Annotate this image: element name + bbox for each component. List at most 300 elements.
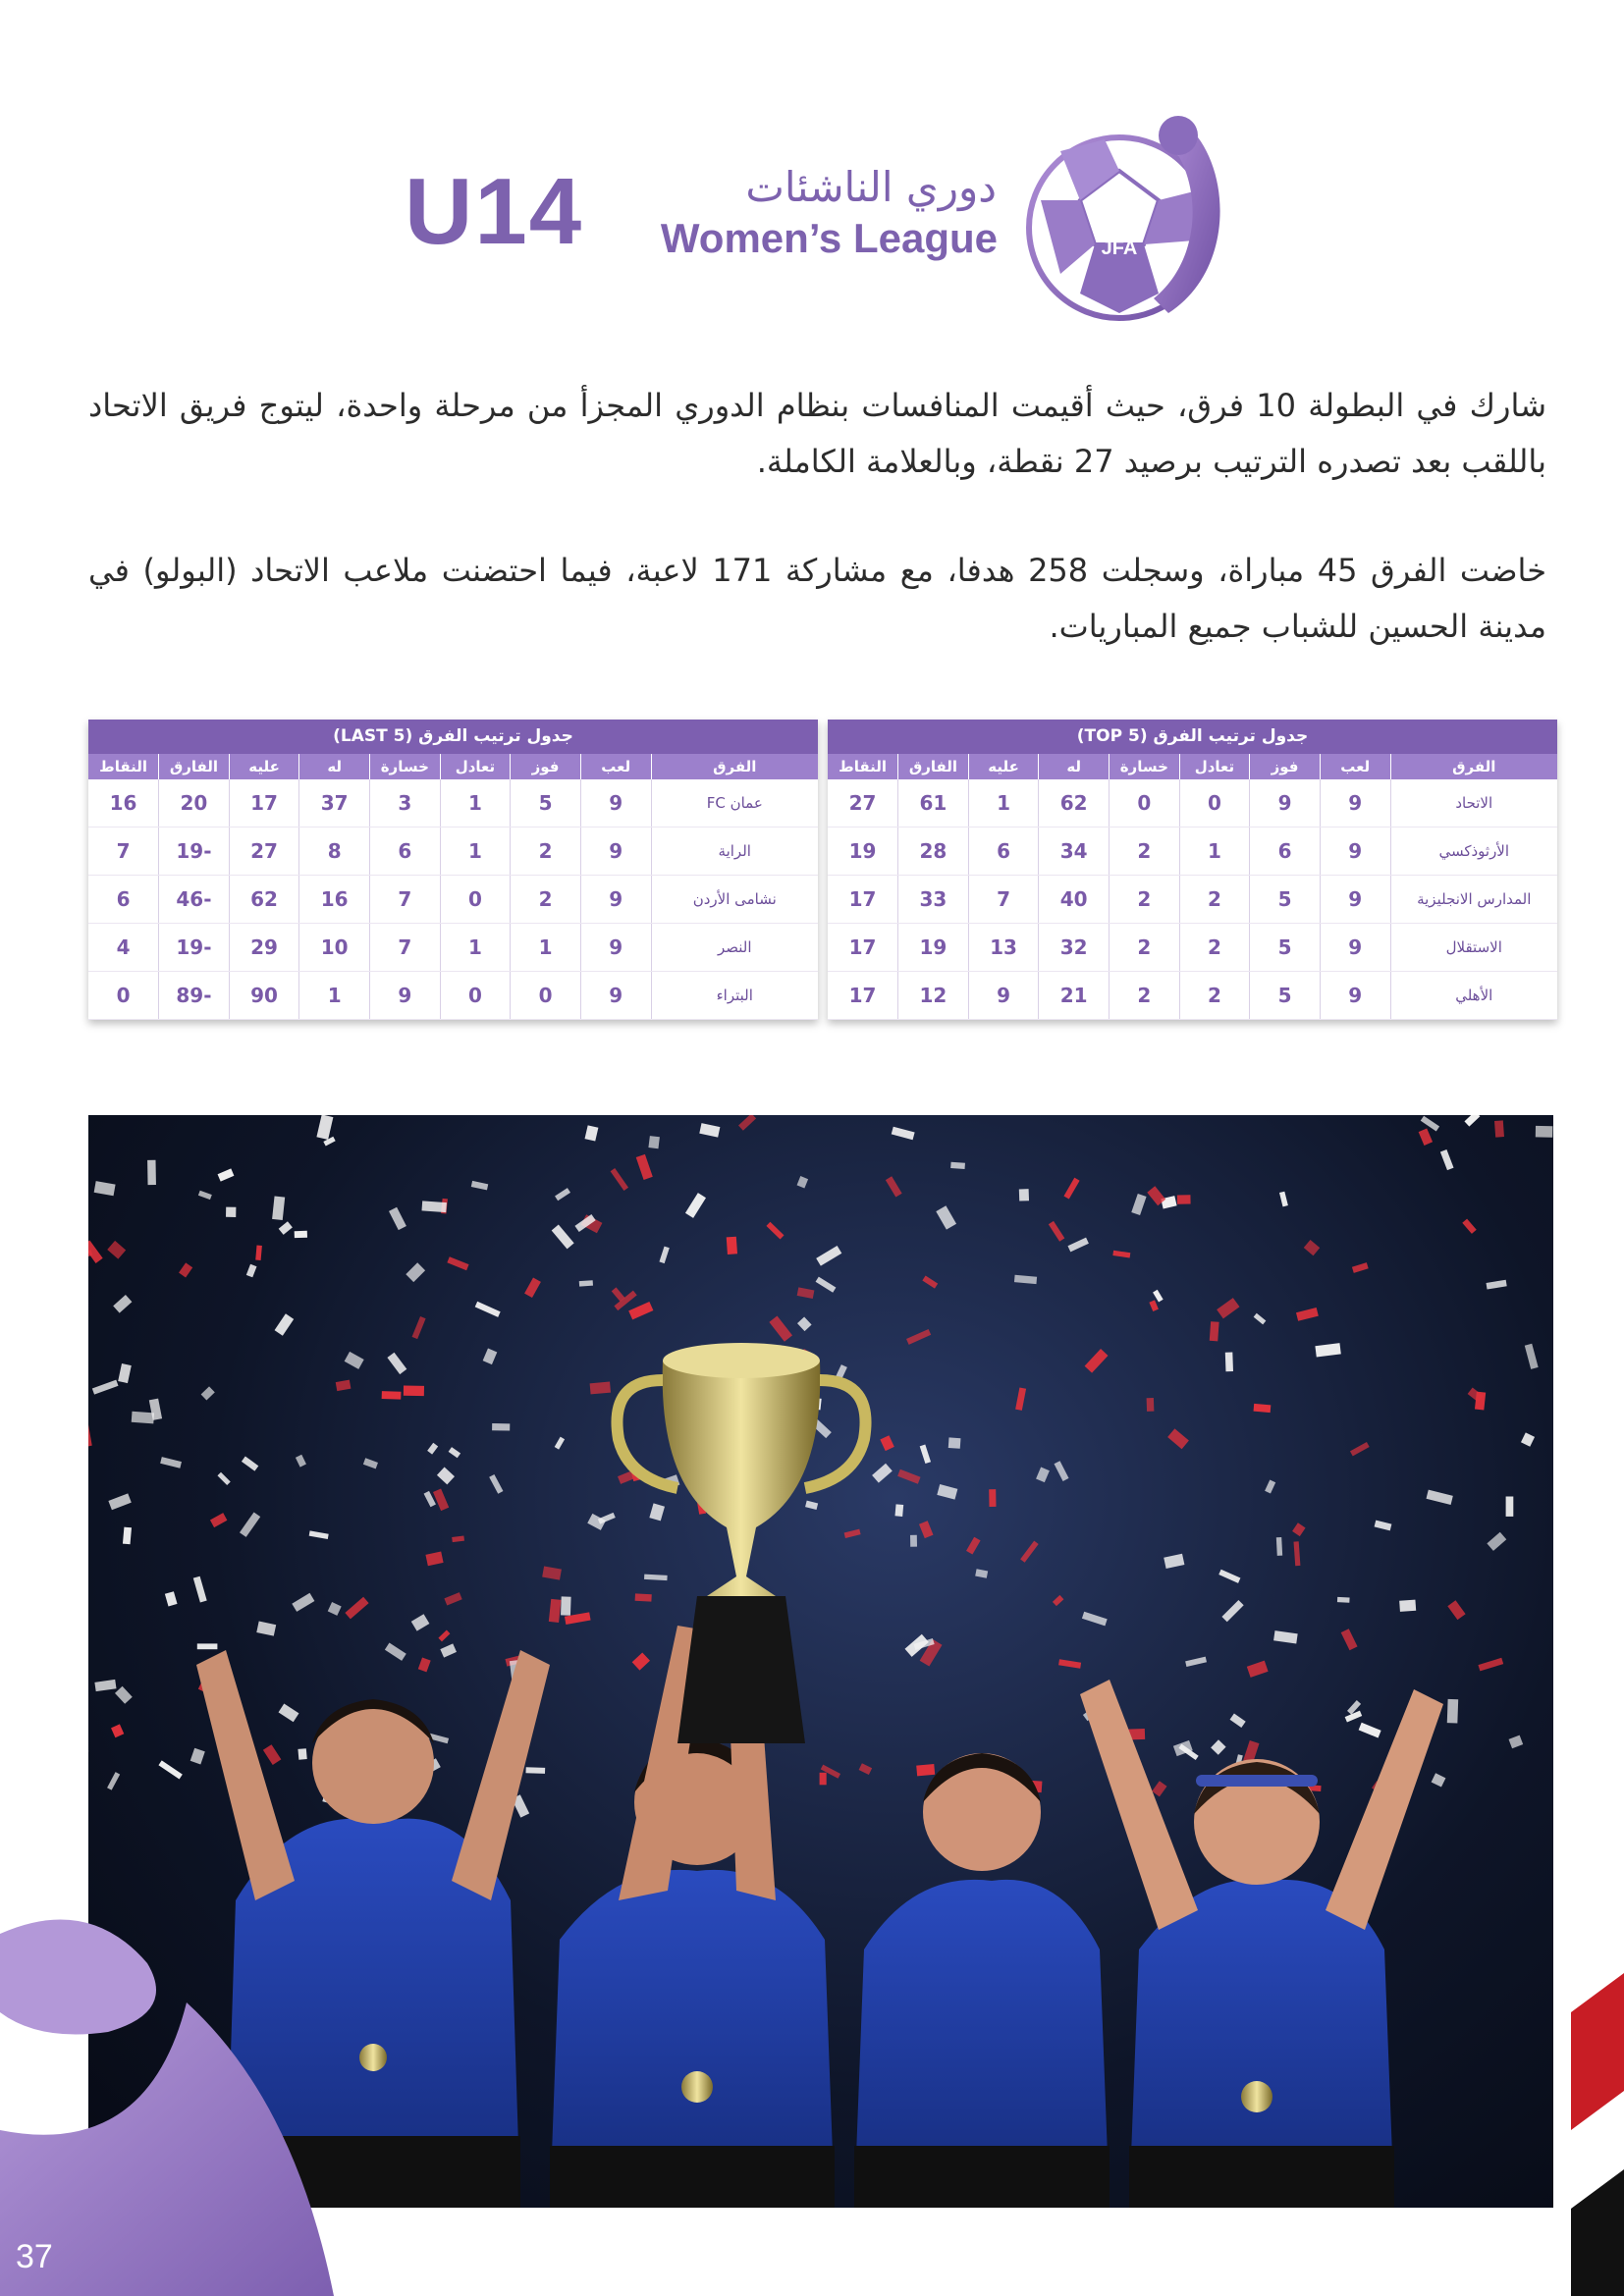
table-cell: 12: [898, 972, 969, 1020]
confetti-piece: [1164, 1554, 1184, 1569]
column-header: فوز: [511, 754, 581, 779]
confetti-piece: [411, 1614, 430, 1630]
confetti-piece: [1345, 1711, 1363, 1723]
confetti-piece: [160, 1457, 182, 1468]
confetti-piece: [363, 1458, 378, 1468]
confetti-piece: [552, 1225, 574, 1250]
confetti-piece: [644, 1575, 668, 1581]
confetti-piece: [699, 1123, 720, 1137]
confetti-piece: [1462, 1219, 1476, 1234]
confetti-piece: [1147, 1398, 1155, 1412]
confetti-piece: [1082, 1612, 1108, 1627]
table-cell: 1: [1179, 828, 1250, 876]
table-cell: 9: [1250, 779, 1321, 828]
confetti-piece: [555, 1188, 570, 1201]
table-cell: 37: [299, 779, 370, 828]
confetti-piece: [975, 1569, 988, 1578]
column-header: الفرق: [651, 754, 818, 779]
confetti-piece: [894, 1504, 903, 1517]
table-cell: 9: [580, 876, 651, 924]
confetti-piece: [1341, 1629, 1358, 1650]
table-cell: 9: [580, 779, 651, 828]
confetti-piece: [1487, 1532, 1506, 1551]
confetti-piece: [1019, 1189, 1029, 1201]
confetti-piece: [1478, 1658, 1503, 1672]
confetti-piece: [292, 1593, 314, 1612]
table-cell: 9: [1320, 924, 1390, 972]
top5-standings-table: [828, 720, 1557, 1020]
confetti-piece: [242, 1457, 258, 1471]
table-cell: 62: [229, 876, 299, 924]
table-cell: 2: [511, 828, 581, 876]
confetti-piece: [1506, 1497, 1514, 1517]
confetti-piece: [587, 1514, 606, 1530]
purple-figure-decoration: [0, 1904, 353, 2296]
confetti-piece: [201, 1386, 215, 1400]
confetti-piece: [1067, 1238, 1088, 1253]
confetti-piece: [492, 1423, 510, 1431]
confetti-piece: [769, 1316, 792, 1342]
confetti-piece: [165, 1591, 178, 1606]
table-cell: 5: [1250, 972, 1321, 1020]
team-cell: نشامى الأردن: [651, 876, 818, 924]
confetti-piece: [844, 1529, 861, 1538]
confetti-piece: [1536, 1126, 1553, 1138]
table-cell: 17: [828, 972, 898, 1020]
confetti-piece: [255, 1246, 262, 1260]
table-cell: 1: [440, 779, 511, 828]
confetti-piece: [471, 1181, 488, 1190]
table-cell: 2: [1110, 972, 1180, 1020]
column-header: فوز: [1250, 754, 1321, 779]
confetti-piece: [1304, 1240, 1320, 1255]
confetti-piece: [88, 1241, 103, 1263]
confetti-piece: [1015, 1388, 1026, 1411]
confetti-piece: [444, 1592, 461, 1605]
confetti-piece: [217, 1472, 230, 1485]
confetti-piece: [1152, 1781, 1166, 1796]
table-row: [828, 924, 1557, 972]
confetti-piece: [1350, 1442, 1370, 1456]
confetti-piece: [797, 1317, 812, 1332]
confetti-piece: [1058, 1659, 1081, 1668]
column-header: عليه: [229, 754, 299, 779]
table-cell: 17: [828, 876, 898, 924]
confetti-piece: [628, 1302, 653, 1319]
confetti-piece: [218, 1168, 235, 1181]
confetti-piece: [1218, 1570, 1240, 1583]
table-cell: 2: [1179, 876, 1250, 924]
confetti-piece: [542, 1567, 562, 1580]
confetti-piece: [685, 1193, 706, 1218]
table-cell: 0: [440, 876, 511, 924]
confetti-piece: [1294, 1541, 1301, 1566]
confetti-piece: [1265, 1480, 1275, 1494]
table-cell: 90: [229, 972, 299, 1020]
confetti-piece: [404, 1386, 424, 1397]
table-row: [828, 779, 1557, 828]
table-cell: 6: [88, 876, 159, 924]
table-cell: 7: [88, 828, 159, 876]
table-cell: 9: [1320, 972, 1390, 1020]
confetti: [88, 1115, 1552, 1818]
confetti-piece: [279, 1221, 293, 1235]
confetti-piece: [920, 1445, 931, 1465]
table-cell: 0: [511, 972, 581, 1020]
confetti-piece: [1131, 1194, 1146, 1215]
confetti-piece: [123, 1527, 132, 1545]
confetti-piece: [412, 1316, 426, 1339]
confetti-piece: [438, 1630, 450, 1642]
confetti-piece: [816, 1277, 837, 1293]
confetti-piece: [966, 1537, 981, 1555]
team-cell: عمان FC: [651, 779, 818, 828]
column-header: خسارة: [1110, 754, 1180, 779]
confetti-piece: [936, 1205, 956, 1229]
table-cell: 4: [88, 924, 159, 972]
confetti-piece: [475, 1302, 501, 1317]
confetti-piece: [336, 1380, 352, 1391]
table-cell: 5: [511, 779, 581, 828]
column-header: له: [299, 754, 370, 779]
confetti-piece: [111, 1724, 124, 1737]
confetti-piece: [345, 1352, 364, 1369]
table-cell: 1: [440, 924, 511, 972]
table-cell: 16: [299, 876, 370, 924]
table-cell: 9: [1320, 779, 1390, 828]
table-cell: 9: [580, 924, 651, 972]
confetti-piece: [1211, 1739, 1225, 1754]
confetti-piece: [295, 1231, 307, 1238]
confetti-piece: [437, 1468, 455, 1485]
confetti-piece: [919, 1521, 934, 1538]
confetti-piece: [345, 1597, 368, 1620]
confetti-piece: [1427, 1490, 1453, 1505]
confetti-piece: [1375, 1521, 1392, 1531]
column-header: لعب: [580, 754, 651, 779]
table-header-row: [88, 754, 818, 779]
confetti-piece: [636, 1154, 653, 1180]
confetti-piece: [1217, 1298, 1239, 1318]
table-cell: 61: [898, 779, 969, 828]
table-row: [88, 924, 818, 972]
table-cell: 1: [440, 828, 511, 876]
table-row: [88, 779, 818, 828]
logo-text: JFA: [1101, 238, 1138, 259]
confetti-piece: [298, 1748, 306, 1760]
players: [196, 1626, 1443, 2208]
confetti-piece: [1254, 1404, 1272, 1413]
confetti-piece: [1247, 1661, 1269, 1678]
team-cell: البتراء: [651, 972, 818, 1020]
trophy: [617, 1343, 865, 1743]
column-header: تعادل: [440, 754, 511, 779]
confetti-piece: [193, 1576, 207, 1603]
table-cell: 20: [159, 779, 230, 828]
confetti-piece: [1053, 1595, 1063, 1606]
team-cell: الأهلي: [1390, 972, 1557, 1020]
table-cell: 28: [898, 828, 969, 876]
confetti-piece: [1525, 1344, 1539, 1369]
table-cell: 2: [1110, 828, 1180, 876]
table-cell: -46: [159, 876, 230, 924]
confetti-piece: [240, 1512, 260, 1536]
column-header: الفرق: [1390, 754, 1557, 779]
confetti-piece: [1273, 1630, 1298, 1643]
table-cell: 6: [968, 828, 1039, 876]
page-header: [0, 49, 1624, 285]
confetti-piece: [427, 1443, 438, 1455]
confetti-piece: [659, 1247, 669, 1263]
table-cell: 33: [898, 876, 969, 924]
confetti-piece: [738, 1115, 756, 1131]
confetti-piece: [585, 1125, 599, 1141]
confetti-piece: [525, 1767, 545, 1774]
confetti-piece: [1167, 1428, 1189, 1449]
confetti-piece: [246, 1264, 257, 1278]
confetti-piece: [94, 1680, 116, 1691]
confetti-piece: [797, 1176, 809, 1188]
table-cell: -19: [159, 924, 230, 972]
table-cell: 62: [1039, 779, 1110, 828]
confetti-piece: [892, 1127, 915, 1141]
confetti-piece: [328, 1602, 342, 1616]
confetti-piece: [611, 1168, 628, 1191]
confetti-piece: [649, 1503, 665, 1521]
table-cell: 9: [1320, 828, 1390, 876]
column-header: خسارة: [370, 754, 441, 779]
table-cell: 2: [511, 876, 581, 924]
table-cell: 6: [370, 828, 441, 876]
confetti-piece: [805, 1501, 818, 1510]
confetti-piece: [1225, 1353, 1233, 1372]
confetti-piece: [797, 1287, 815, 1299]
table-cell: 0: [88, 972, 159, 1020]
confetti-piece: [524, 1278, 541, 1298]
table-cell: 0: [1179, 779, 1250, 828]
confetti-piece: [549, 1599, 562, 1623]
confetti-piece: [1432, 1773, 1446, 1787]
table-cell: 1: [299, 972, 370, 1020]
confetti-piece: [989, 1489, 996, 1507]
confetti-piece: [452, 1535, 464, 1542]
table-cell: 7: [370, 876, 441, 924]
confetti-piece: [820, 1773, 827, 1786]
confetti-piece: [1036, 1467, 1050, 1482]
page-number: 37: [16, 2238, 53, 2275]
table-cell: 0: [1110, 779, 1180, 828]
confetti-piece: [590, 1382, 611, 1395]
confetti-piece: [766, 1222, 784, 1240]
column-header: له: [1039, 754, 1110, 779]
confetti-piece: [1296, 1308, 1319, 1321]
team-cell: النصر: [651, 924, 818, 972]
confetti-piece: [226, 1207, 236, 1217]
confetti-piece: [1509, 1735, 1524, 1749]
confetti-piece: [1020, 1541, 1039, 1563]
confetti-piece: [158, 1760, 182, 1779]
table-cell: 13: [968, 924, 1039, 972]
confetti-piece: [555, 1437, 565, 1450]
column-header: الفارق: [159, 754, 230, 779]
confetti-piece: [635, 1593, 652, 1601]
table-header-row: [828, 754, 1557, 779]
age-group-label: U14: [405, 159, 584, 264]
stats-paragraph: خاضت الفرق 45 مباراة، وسجلت 258 هدفا، مع مشاركة 171 لاعبة، فيما احتضنت ملاعب الاتحاد (البولو) في مدينة الحسين للشباب جميع المباريات.: [88, 552, 1547, 645]
confetti-piece: [1521, 1432, 1535, 1446]
confetti-piece: [916, 1764, 935, 1776]
table-row: [88, 876, 818, 924]
confetti-piece: [210, 1513, 227, 1527]
confetti-piece: [309, 1530, 329, 1539]
confetti-piece: [449, 1447, 460, 1458]
confetti-piece: [1254, 1313, 1267, 1325]
league-name-english: Women’s League: [660, 215, 998, 261]
confetti-piece: [1149, 1300, 1159, 1311]
table-cell: 9: [580, 972, 651, 1020]
confetti-piece: [632, 1652, 650, 1670]
confetti-piece: [648, 1136, 659, 1148]
confetti-piece: [872, 1464, 893, 1483]
table-cell: 5: [1250, 876, 1321, 924]
table-cell: 21: [1039, 972, 1110, 1020]
confetti-piece: [1487, 1280, 1507, 1290]
confetti-piece: [1210, 1321, 1219, 1341]
confetti-piece: [1177, 1195, 1191, 1204]
confetti-piece: [1112, 1251, 1130, 1258]
confetti-piece: [489, 1474, 503, 1494]
confetti-piece: [440, 1643, 457, 1657]
table-cell: 19: [828, 828, 898, 876]
table-cell: 27: [229, 828, 299, 876]
column-header: لعب: [1320, 754, 1390, 779]
confetti-piece: [1419, 1129, 1433, 1146]
table-cell: 2: [1110, 924, 1180, 972]
table-cell: 16: [88, 779, 159, 828]
confetti-piece: [1337, 1597, 1350, 1603]
table-cell: 19: [898, 924, 969, 972]
confetti-piece: [880, 1435, 893, 1451]
confetti-piece: [425, 1552, 443, 1567]
confetti-piece: [279, 1704, 299, 1723]
table-cell: 2: [1110, 876, 1180, 924]
confetti-piece: [433, 1489, 449, 1512]
confetti-piece: [147, 1160, 156, 1185]
confetti-piece: [1447, 1699, 1458, 1724]
table-cell: -19: [159, 828, 230, 876]
team-cell: الراية: [651, 828, 818, 876]
confetti-piece: [422, 1201, 447, 1212]
table-cell: 1: [511, 924, 581, 972]
confetti-piece: [118, 1363, 132, 1383]
confetti-piece: [107, 1772, 120, 1790]
table-cell: 7: [370, 924, 441, 972]
confetti-piece: [950, 1162, 965, 1169]
confetti-piece: [1230, 1714, 1246, 1728]
confetti-piece: [132, 1412, 154, 1424]
confetti-piece: [316, 1115, 333, 1140]
confetti-piece: [1185, 1657, 1207, 1667]
confetti-piece: [886, 1176, 902, 1197]
confetti-piece: [618, 1471, 633, 1484]
confetti-piece: [897, 1469, 920, 1484]
table-cell: 9: [1320, 876, 1390, 924]
confetti-piece: [1085, 1349, 1109, 1373]
table-cell: 32: [1039, 924, 1110, 972]
intro-paragraph: شارك في البطولة 10 فرق، حيث أقيمت المنافسات بنظام الدوري المجزأ من مرحلة واحدة، ليتوج فريق الاتحاد باللقب بعد تصدره الترتيب برصيد 27 نقطة، وبالعلامة الكاملة.: [88, 387, 1547, 480]
confetti-piece: [179, 1262, 192, 1277]
table-cell: 5: [1250, 924, 1321, 972]
table-cell: 0: [440, 972, 511, 1020]
confetti-piece: [483, 1349, 498, 1365]
table-cell: 17: [828, 924, 898, 972]
confetti-piece: [198, 1191, 212, 1200]
column-header: الفارق: [898, 754, 969, 779]
table-cell: 1: [968, 779, 1039, 828]
table-cell: 7: [968, 876, 1039, 924]
confetti-piece: [382, 1391, 402, 1400]
confetti-piece: [113, 1295, 132, 1313]
table-title: جدول ترتيب الفرق (LAST 5): [88, 720, 818, 754]
table-cell: 40: [1039, 876, 1110, 924]
confetti-piece: [1014, 1275, 1037, 1284]
jfa-league-logo: [1021, 112, 1237, 328]
confetti-piece: [92, 1380, 119, 1395]
confetti-piece: [272, 1196, 285, 1219]
confetti-piece: [275, 1313, 295, 1335]
column-header: عليه: [968, 754, 1039, 779]
confetti-piece: [418, 1657, 431, 1672]
confetti-piece: [197, 1643, 218, 1649]
table-cell: 3: [370, 779, 441, 828]
confetti-piece: [906, 1329, 931, 1345]
confetti-piece: [561, 1596, 571, 1615]
confetti-piece: [387, 1353, 406, 1374]
table-cell: 29: [229, 924, 299, 972]
table-cell: 9: [580, 828, 651, 876]
confetti-piece: [1063, 1178, 1079, 1200]
confetti-piece: [859, 1763, 873, 1775]
confetti-piece: [296, 1455, 306, 1468]
table-cell: 10: [299, 924, 370, 972]
confetti-piece: [922, 1276, 938, 1289]
confetti-piece: [1359, 1723, 1381, 1738]
confetti-piece: [579, 1280, 593, 1286]
red-stripe-decoration: [1571, 1973, 1624, 2296]
confetti-piece: [727, 1237, 737, 1255]
confetti-piece: [1276, 1537, 1282, 1556]
confetti-piece: [1315, 1343, 1340, 1357]
confetti-piece: [910, 1535, 917, 1547]
team-cell: المدارس الانجليزية: [1390, 876, 1557, 924]
confetti-piece: [256, 1622, 276, 1636]
confetti-piece: [1494, 1120, 1504, 1137]
confetti-piece: [1399, 1600, 1416, 1612]
confetti-piece: [1292, 1522, 1306, 1536]
table-cell: 9: [370, 972, 441, 1020]
confetti-piece: [1055, 1461, 1069, 1481]
confetti-piece: [1352, 1262, 1369, 1273]
table-cell: 27: [828, 779, 898, 828]
confetti-piece: [447, 1256, 468, 1270]
confetti-piece: [94, 1181, 116, 1196]
team-cell: الاتحاد: [1390, 779, 1557, 828]
confetti-piece: [816, 1246, 841, 1266]
confetti-piece: [1464, 1115, 1480, 1127]
column-header: تعادل: [1179, 754, 1250, 779]
table-cell: 2: [1179, 972, 1250, 1020]
table-row: [88, 828, 818, 876]
